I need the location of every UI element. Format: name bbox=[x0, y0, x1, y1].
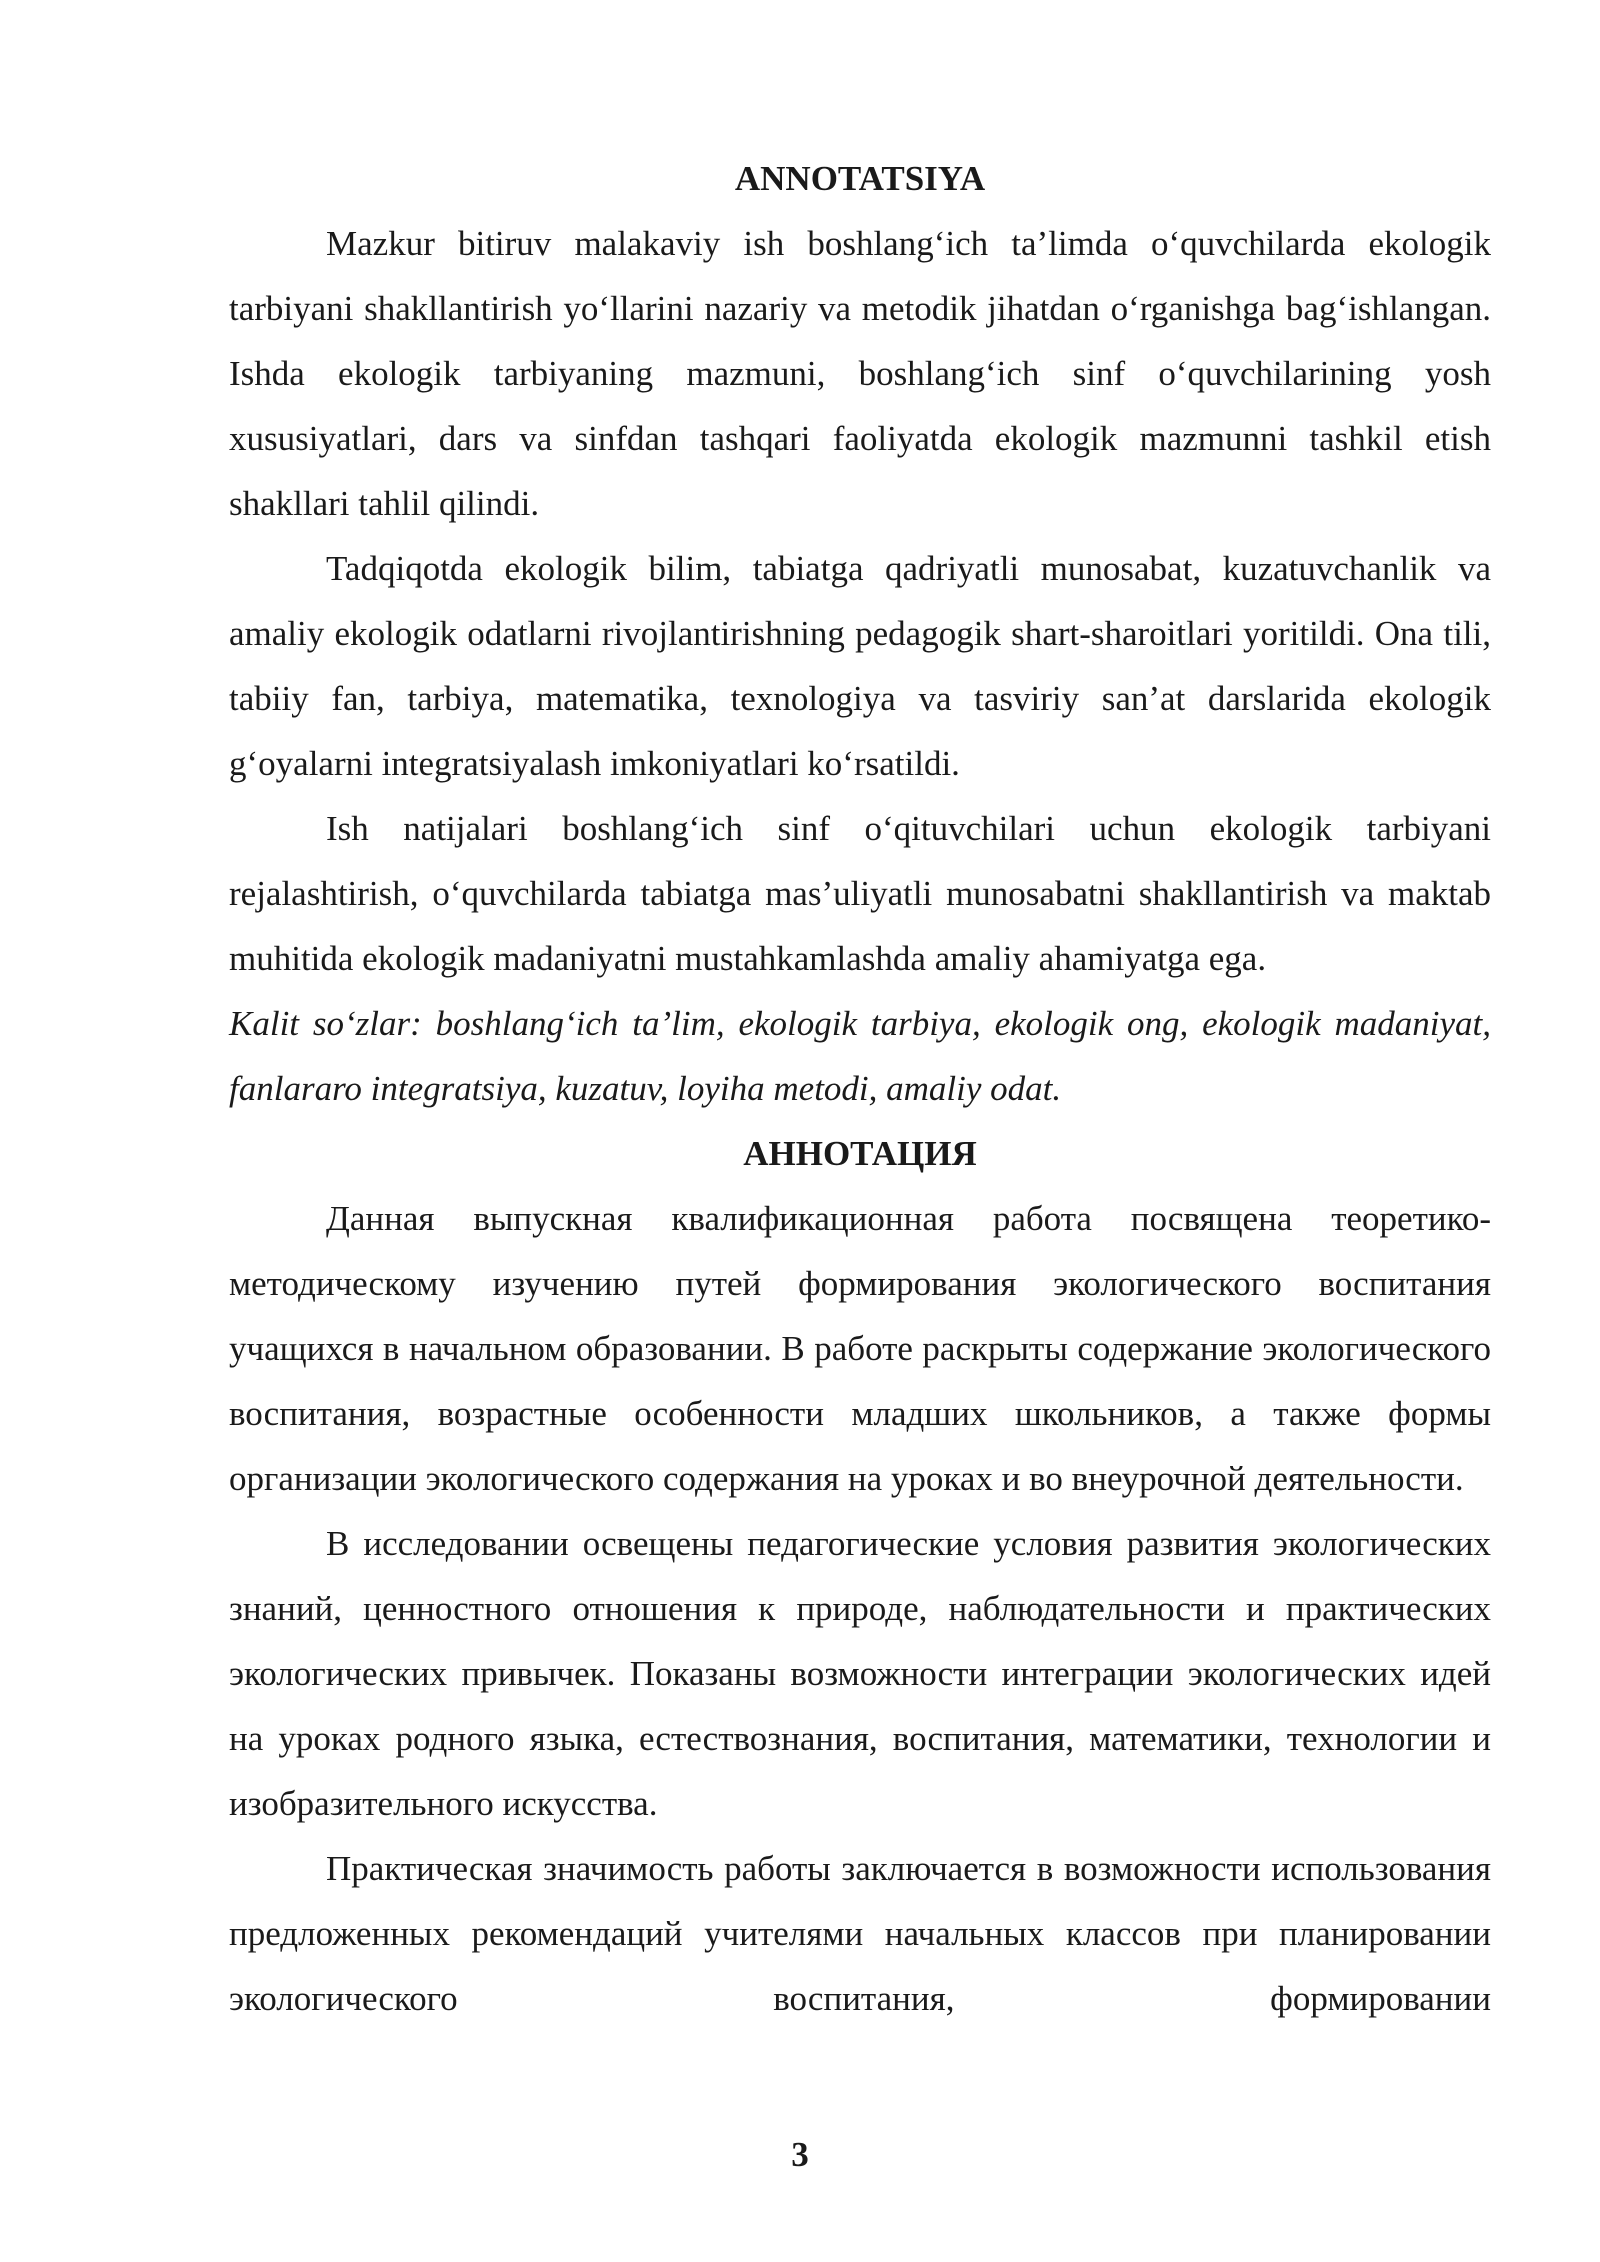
page-content bbox=[229, 146, 1491, 2031]
uzbek-paragraph-1: Mazkur bitiruv malakaviy ish boshlang‘ich ta’limda o‘quvchilarda ekologik tarbiyani shakllantirish yo‘llarini nazariy va metodik jihatdan o‘rganishga bag‘ishlangan. Ishda ekologik tarbiyaning mazmuni, boshlang‘ich sinf o‘quvchilarining yosh xususiyatlari, dars va sinfdan tashqari faoliyatda ekologik mazmunni tashkil etish shakllari tahlil qilindi. bbox=[229, 224, 1491, 523]
page-number: 3 bbox=[791, 2135, 809, 2174]
russian-paragraph-3: Практическая значимость работы заключается в возможности использования предложенных рекомендаций учителями начальных классов при планировании экологического воспитания, формировании bbox=[229, 1849, 1491, 2018]
uzbek-paragraph-3: Ish natijalari boshlang‘ich sinf o‘qituvchilari uchun ekologik tarbiyani rejalashtirish, o‘quvchilarda tabiatga mas’uliyatli munosabatni shakllantirish va maktab muhitida ekologik madaniyatni mustahkamlashda amaliy ahamiyatga ega. bbox=[229, 809, 1491, 978]
uzbek-annotation-heading: ANNOTATSIYA bbox=[734, 159, 986, 198]
russian-annotation-heading: АННОТАЦИЯ bbox=[743, 1134, 977, 1173]
russian-paragraph-1: Данная выпускная квалификационная работа посвящена теоретико-методическому изучению путей формирования экологического воспитания учащихся в начальном образовании. В работе раскрыты содержание экологического воспитания, возрастные особенности младших школьников, а также формы организации экологического содержания на уроках и во внеурочной деятельности. bbox=[229, 1199, 1491, 1498]
uzbek-paragraph-2: Tadqiqotda ekologik bilim, tabiatga qadriyatli munosabat, kuzatuvchanlik va amaliy ekologik odatlarni rivojlantirishning pedagogik shart-sharoitlari yoritildi. Ona tili, tabiiy fan, tarbiya, matematika, texnologiya va tasviriy san’at darslarida ekologik g‘oyalarni integratsiyalash imkoniyatlari ko‘rsatildi. bbox=[229, 549, 1491, 783]
russian-paragraph-2: В исследовании освещены педагогические условия развития экологических знаний, ценностного отношения к природе, наблюдательности и практических экологических привычек. Показаны возможности интеграции экологических идей на уроках родного языка, естествознания, воспитания, математики, технологии и изобразительного искусства. bbox=[229, 1524, 1491, 1823]
uzbek-keywords: Kalit so‘zlar: boshlang‘ich ta’lim, ekologik tarbiya, ekologik ong, ekologik madaniyat, fanlararo integratsiya, kuzatuv, loyiha metodi, amaliy odat. bbox=[229, 1004, 1491, 1108]
